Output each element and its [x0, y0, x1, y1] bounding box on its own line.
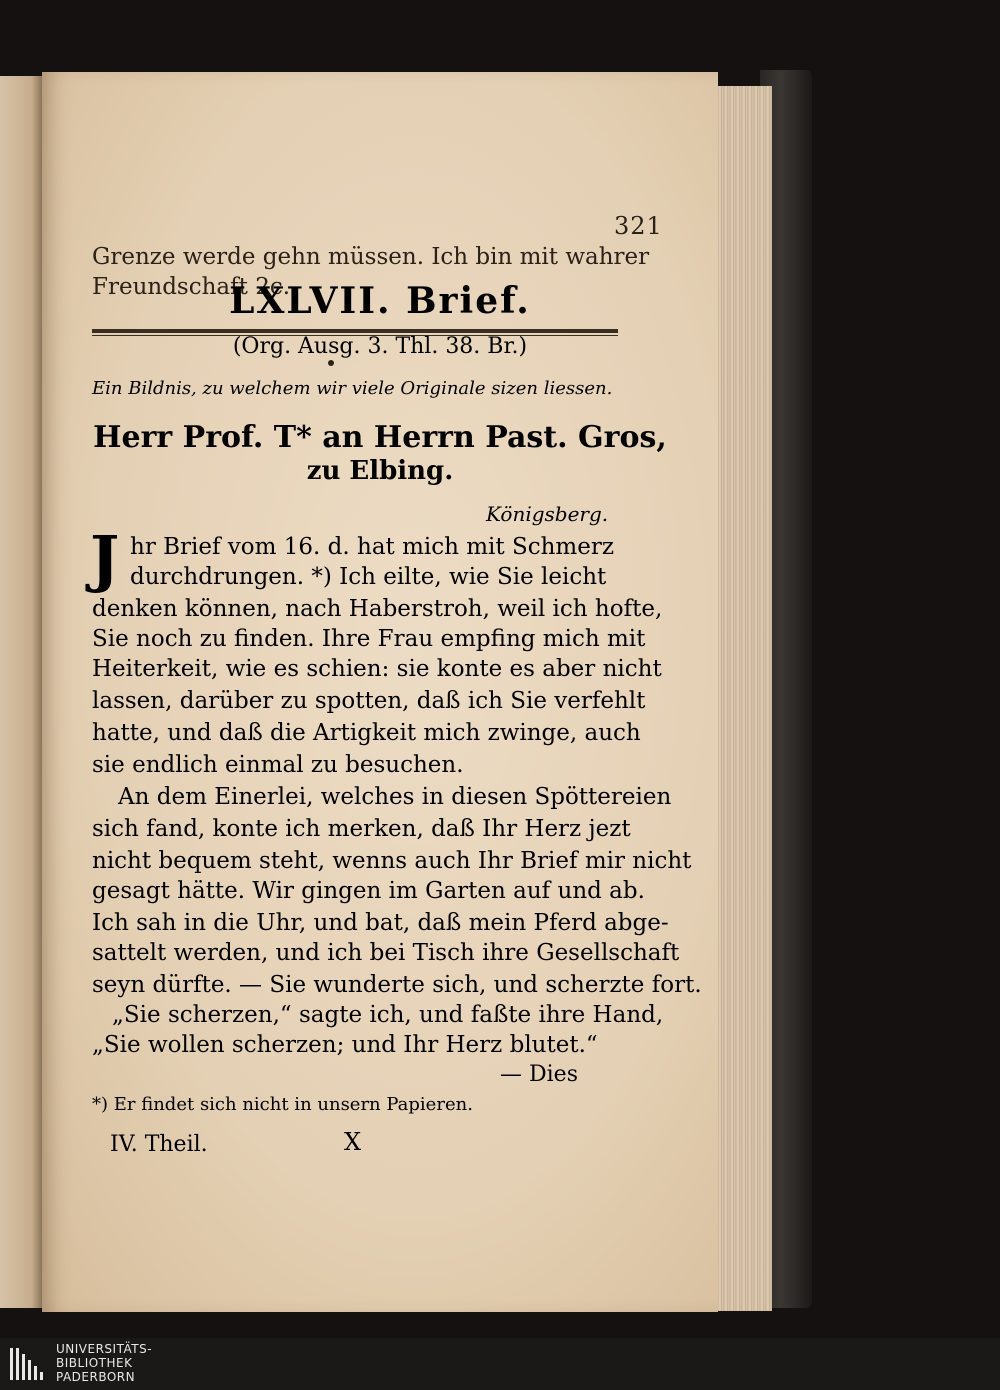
body-line: Sie noch zu finden. Ihre Frau empfing mich mit: [92, 626, 646, 652]
body-line: „Sie wollen scherzen; und Ihr Herz blutet.“: [92, 1032, 598, 1058]
logo-line: UNIVERSITÄTS-: [56, 1342, 153, 1356]
body-line: hr Brief vom 16. d. hat mich mit Schmerz: [130, 534, 614, 560]
body-line: sie endlich einmal zu besuchen.: [92, 752, 464, 778]
signature-line: IV. Theil.: [110, 1132, 208, 1157]
catchword: — Dies: [500, 1062, 578, 1087]
body-line: Heiterkeit, wie es schien: sie konte es aber nicht: [92, 656, 662, 682]
drop-cap: J: [90, 522, 120, 595]
original-reference: (Org. Ausg. 3. Thl. 38. Br.): [232, 334, 528, 359]
body-line: sich fand, konte ich merken, daß Ihr Herz jezt: [92, 816, 631, 842]
page-number: 321: [614, 212, 663, 240]
left-page-sliver: [0, 76, 42, 1308]
body-line: sattelt werden, und ich bei Tisch ihre Gesellschaft: [92, 940, 680, 966]
place-line: Königsberg.: [486, 502, 609, 526]
body-line: denken können, nach Haberstroh, weil ich hofte,: [92, 596, 663, 622]
body-line: nicht bequem steht, wenns auch Ihr Brief mir nicht: [92, 848, 692, 874]
footnote: *) Er findet sich nicht in unsern Papieren.: [92, 1094, 473, 1115]
body-line: lassen, darüber zu spotten, daß ich Sie verfehlt: [92, 688, 646, 714]
logo-line: PADERBORN: [56, 1370, 136, 1384]
body-line: An dem Einerlei, welches in diesen Spöttereien: [118, 784, 672, 810]
library-logo-text: [56, 1342, 152, 1384]
body-line: seyn dürfte. — Sie wunderte sich, und scherzte fort.: [92, 972, 702, 998]
ornament-dot: [328, 360, 334, 366]
address-line-2: zu Elbing.: [306, 456, 454, 486]
body-line: „Sie scherzen,“ sagte ich, und faßte ihre Hand,: [112, 1002, 664, 1028]
signature-mark: X: [344, 1128, 362, 1156]
letter-subtitle: Ein Bildnis, zu welchem wir viele Originale sizen liessen.: [92, 378, 613, 399]
body-line: hatte, und daß die Artigkeit mich zwinge, auch: [92, 720, 641, 746]
body-line: gesagt hätte. Wir gingen im Garten auf und ab.: [92, 878, 645, 904]
carry-line: Freundschaft 2c.: [92, 274, 291, 300]
divider-rule: [92, 329, 618, 333]
library-logo-icon: [8, 1344, 48, 1384]
letter-title: LXLVII. Brief.: [229, 280, 531, 322]
body-line: durchdrungen. *) Ich eilte, wie Sie leicht: [130, 564, 607, 590]
page-edges: [716, 86, 772, 1311]
body-line: Ich sah in die Uhr, und bat, daß mein Pferd abge-: [92, 910, 669, 936]
address-line-1: Herr Prof. T* an Herrn Past. Gros,: [93, 420, 667, 455]
carry-line: Grenze werde gehn müssen. Ich bin mit wahrer: [92, 244, 650, 270]
logo-line: BIBLIOTHEK: [56, 1356, 133, 1370]
